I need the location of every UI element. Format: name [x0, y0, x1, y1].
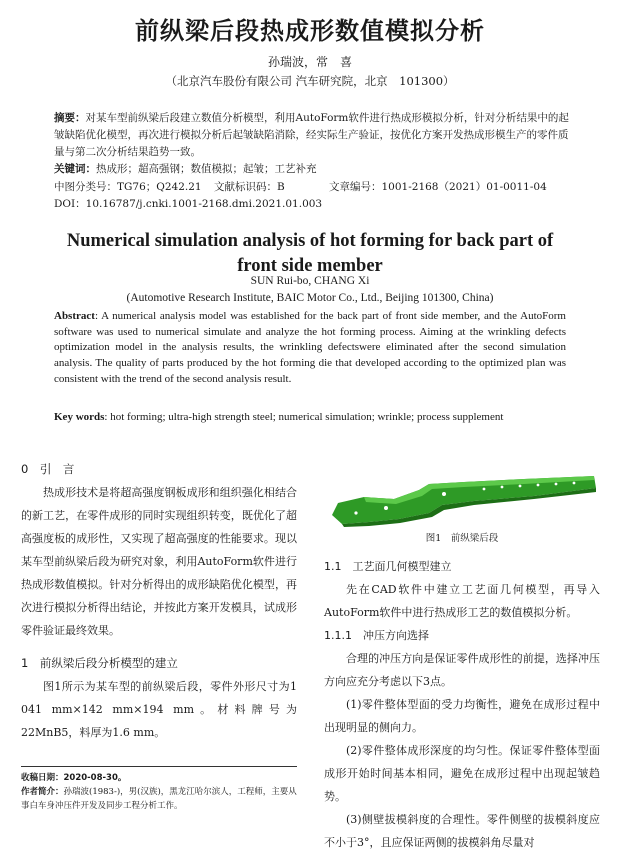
en-authors: SUN Rui-bo, CHANG Xi [250, 275, 370, 287]
figure-1-caption: 图1 前纵梁后段 [425, 533, 499, 544]
cn-keywords-label: 关键词： [54, 163, 96, 175]
figure-1-part-image [324, 475, 600, 527]
section-1-title: 1 前纵梁后段分析模型的建立 [21, 656, 178, 670]
author-bio-label: 作者简介： [21, 787, 64, 797]
en-keywords [54, 410, 566, 426]
en-keywords-text: : hot forming; ultra-high strength steel; numerical simulation; wrinkle; process supplement [104, 411, 504, 423]
cn-abstract-label: 摘要： [54, 112, 86, 124]
footnote-divider [21, 766, 297, 767]
doi: DOI：10.16787/j.cnki.1001-2168.dmi.2021.01.003 [54, 198, 323, 210]
cn-keywords [54, 161, 569, 178]
section-0-title: 0 引 言 [21, 462, 75, 476]
cn-abstract [54, 110, 569, 161]
author-bio [21, 785, 297, 813]
section-1-paragraph: 图1所示为某车型的前纵梁后段，零件外形尺寸为1 041 mm×142 mm×194 mm。材料牌号为22MnB5，料厚为1.6 mm。 [21, 680, 297, 739]
en-abstract [54, 309, 566, 388]
en-affiliation: (Automotive Research Institute, BAIC Motor Co., Ltd., Beijing 101300, China) [126, 292, 494, 304]
en-title-line2: front side member [237, 256, 383, 276]
en-abstract-text: : A numerical analysis model was established for the back part of front side member, and the AutoForm software was used to numerical simulate and analyze the hot forming process. Aiming at the wrinkling defects optimization model in the analysis results, the wrinkling defectswere eliminated after the second simulation analysis. The quality of parts produced by the hot forming die that developed according to the optimized plan was consistent with the trend of the second analysis result. [54, 310, 566, 385]
author-bio-text: 孙瑞波(1983-)，男(汉族)，黑龙江哈尔滨人，工程师，主要从事白车身冲压件开发及同步工程分析工作。 [21, 787, 297, 811]
intro-paragraph: 热成形技术是将超高强度钢板成形和组织强化相结合的新工艺，在零件成形的同时实现组织转变，既优化了超高强度板的成形性，又实现了超高强度的性能要求。现以某车型前纵梁后段为研究对象，利用AutoForm软件进行热成形数值模拟。针对分析得出的成形缺陷优化模型，再次进行模拟分析得出结论，并按此方案开发模具，试成形零件验证最终效果。 [21, 486, 297, 637]
cn-authors: 孙瑞波，常 喜 [267, 55, 352, 69]
list-item-3: (3)侧壁拔模斜度的合理性。零件侧壁的拔模斜度应不小于3°，且应保证两侧的拔模斜角尽量对 [324, 813, 600, 849]
en-keywords-label: Key words [54, 411, 105, 423]
en-abstract-label: Abstract [54, 310, 95, 322]
subsection-1-1-paragraph: 先在CAD软件中建立工艺面几何模型，再导入AutoForm软件中进行热成形工艺的数值模拟分析。 [324, 583, 600, 619]
left-column [21, 458, 297, 744]
cn-title: 前纵梁后段热成形数值模拟分析 [135, 17, 485, 45]
cn-meta-line [54, 179, 569, 196]
received-date: 收稿日期：2020-08-30。 [21, 773, 127, 783]
list-item-2: (2)零件整体成形深度的均匀性。保证零件整体型面成形开始时间基本相同，避免在成形过程中出现起皱趋势。 [324, 744, 600, 803]
front-side-member-illustration [324, 475, 600, 527]
cn-keywords-text: 热成形；超高强钢；数值模拟；起皱；工艺补充 [96, 163, 317, 175]
footnote [21, 771, 297, 813]
article-number: 文章编号：1001-2168（2021）01-0011-04 [329, 181, 547, 193]
subsection-1-1-1-paragraph: 合理的冲压方向是保证零件成形性的前提，选择冲压方向应充分考虑以下3点。 [324, 652, 600, 688]
cn-abstract-text: 对某车型前纵梁后段建立数值分析模型，利用AutoForm软件进行热成形模拟分析，针对分析结果中的起皱缺陷优化模型，再次进行模拟分析后起皱缺陷消除，经实际生产验证，按优化方案开发热成形模生产的零件质量与第二次分析结果趋势一致。 [54, 112, 569, 158]
subsection-1-1-1-title: 1.1.1 冲压方向选择 [324, 629, 429, 642]
doc-code: 文献标识码：B [214, 181, 285, 193]
right-column [324, 555, 600, 854]
cn-affiliation: （北京汽车股份有限公司 汽车研究院，北京 101300） [165, 74, 455, 88]
list-item-1: (1)零件整体型面的受力均衡性，避免在成形过程中出现明显的侧向力。 [324, 698, 600, 734]
subsection-1-1-title: 1.1 工艺面几何模型建立 [324, 560, 452, 573]
en-title [30, 229, 590, 279]
clc-number: 中图分类号：TG76；Q242.21 [54, 181, 202, 193]
en-title-line1: Numerical simulation analysis of hot forming for back part of [66, 231, 554, 251]
